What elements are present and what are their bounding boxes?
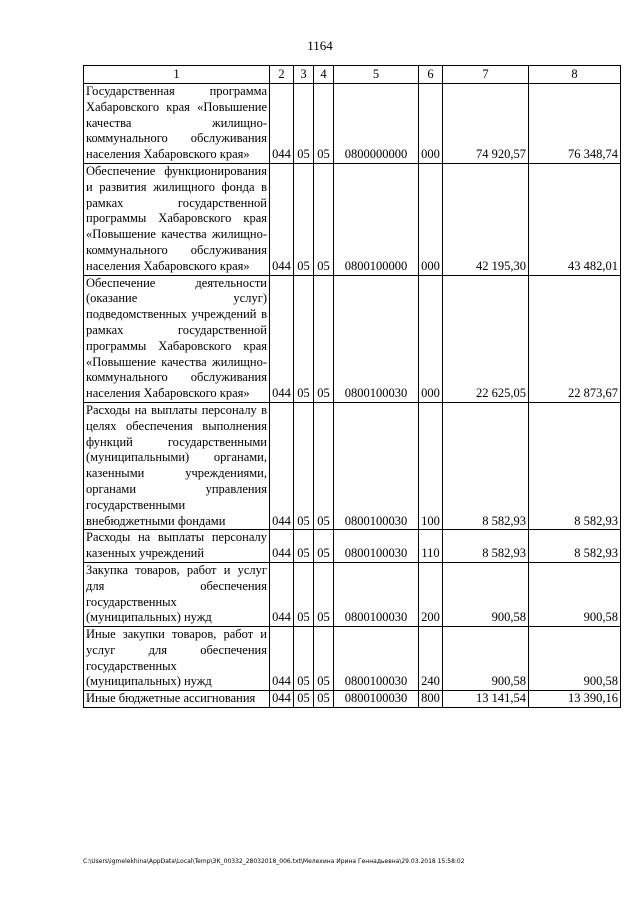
row-ministry-code: 044 bbox=[270, 691, 294, 708]
row-amount-year1: 74 920,57 bbox=[443, 84, 529, 164]
row-ministry-code: 044 bbox=[270, 84, 294, 164]
row-amount-year1: 42 195,30 bbox=[443, 163, 529, 275]
row-section-code: 05 bbox=[294, 627, 314, 691]
row-subsection-code: 05 bbox=[314, 402, 334, 529]
budget-table bbox=[83, 65, 621, 708]
row-amount-year1: 900,58 bbox=[443, 627, 529, 691]
row-target-article: 0800100030 bbox=[334, 627, 419, 691]
row-ministry-code: 044 bbox=[270, 275, 294, 402]
table-row bbox=[84, 691, 621, 708]
row-amount-year1: 8 582,93 bbox=[443, 402, 529, 529]
header-cell: 6 bbox=[419, 66, 443, 84]
header-cell: 5 bbox=[334, 66, 419, 84]
row-subsection-code: 05 bbox=[314, 84, 334, 164]
row-target-article: 0800100030 bbox=[334, 275, 419, 402]
row-expense-type: 110 bbox=[419, 530, 443, 563]
row-section-code: 05 bbox=[294, 275, 314, 402]
row-subsection-code: 05 bbox=[314, 691, 334, 708]
row-name: Иные бюджетные ассигнования bbox=[84, 691, 270, 708]
row-expense-type: 100 bbox=[419, 402, 443, 529]
table-row bbox=[84, 627, 621, 691]
row-name: Иные закупки товаров, работ и услуг для обеспечения государственных (муниципальных) нужд bbox=[84, 627, 270, 691]
header-cell: 4 bbox=[314, 66, 334, 84]
row-amount-year2: 76 348,74 bbox=[529, 84, 621, 164]
row-amount-year1: 900,58 bbox=[443, 562, 529, 626]
row-expense-type: 200 bbox=[419, 562, 443, 626]
row-amount-year2: 13 390,16 bbox=[529, 691, 621, 708]
header-cell: 2 bbox=[270, 66, 294, 84]
row-expense-type: 000 bbox=[419, 275, 443, 402]
row-target-article: 0800100030 bbox=[334, 691, 419, 708]
table-row bbox=[84, 562, 621, 626]
row-amount-year2: 900,58 bbox=[529, 562, 621, 626]
row-target-article: 0800100030 bbox=[334, 562, 419, 626]
row-amount-year2: 43 482,01 bbox=[529, 163, 621, 275]
table-row bbox=[84, 84, 621, 164]
row-amount-year1: 13 141,54 bbox=[443, 691, 529, 708]
row-expense-type: 240 bbox=[419, 627, 443, 691]
row-amount-year2: 8 582,93 bbox=[529, 402, 621, 529]
row-section-code: 05 bbox=[294, 562, 314, 626]
row-section-code: 05 bbox=[294, 530, 314, 563]
table-row bbox=[84, 163, 621, 275]
row-amount-year1: 8 582,93 bbox=[443, 530, 529, 563]
row-section-code: 05 bbox=[294, 163, 314, 275]
row-name: Государственная программа Хабаровского края «Повышение качества жилищно-коммунального обслуживания населения Хабаровского края» bbox=[84, 84, 270, 164]
row-ministry-code: 044 bbox=[270, 562, 294, 626]
row-expense-type: 000 bbox=[419, 84, 443, 164]
header-cell: 3 bbox=[294, 66, 314, 84]
header-cell: 8 bbox=[529, 66, 621, 84]
page-number: 1164 bbox=[307, 38, 333, 53]
row-ministry-code: 044 bbox=[270, 402, 294, 529]
row-target-article: 0800100030 bbox=[334, 402, 419, 529]
row-subsection-code: 05 bbox=[314, 530, 334, 563]
row-subsection-code: 05 bbox=[314, 562, 334, 626]
row-amount-year2: 22 873,67 bbox=[529, 275, 621, 402]
row-name: Обеспечение функционирования и развития жилищного фонда в рамках государственной программы Хабаровского края «Повышение качества жилищно-коммунального обслуживания населения Хабаровского края» bbox=[84, 163, 270, 275]
row-amount-year2: 900,58 bbox=[529, 627, 621, 691]
row-name: Расходы на выплаты персоналу в целях обеспечения выполнения функций государственными (муниципальными) органами, казенными учреждениями, органами управления государственными внебюджетными фондами bbox=[84, 402, 270, 529]
row-subsection-code: 05 bbox=[314, 627, 334, 691]
header-cell: 7 bbox=[443, 66, 529, 84]
row-name: Расходы на выплаты персоналу казенных учреждений bbox=[84, 530, 270, 563]
row-expense-type: 000 bbox=[419, 163, 443, 275]
row-target-article: 0800100030 bbox=[334, 530, 419, 563]
row-target-article: 0800100000 bbox=[334, 163, 419, 275]
header-row bbox=[84, 66, 621, 84]
table-row bbox=[84, 275, 621, 402]
table-row bbox=[84, 530, 621, 563]
row-amount-year1: 22 625,05 bbox=[443, 275, 529, 402]
row-ministry-code: 044 bbox=[270, 627, 294, 691]
row-ministry-code: 044 bbox=[270, 163, 294, 275]
row-amount-year2: 8 582,93 bbox=[529, 530, 621, 563]
row-name: Обеспечение деятельности (оказание услуг) подведомственных учреждений в рамках государственной программы Хабаровского края «Повышение качества жилищно-коммунального обслуживания населения Хабаровского края» bbox=[84, 275, 270, 402]
header-cell: 1 bbox=[84, 66, 270, 84]
table-row bbox=[84, 402, 621, 529]
row-expense-type: 800 bbox=[419, 691, 443, 708]
row-section-code: 05 bbox=[294, 691, 314, 708]
row-subsection-code: 05 bbox=[314, 163, 334, 275]
row-section-code: 05 bbox=[294, 402, 314, 529]
row-section-code: 05 bbox=[294, 84, 314, 164]
row-name: Закупка товаров, работ и услуг для обеспечения государственных (муниципальных) нужд bbox=[84, 562, 270, 626]
footer-file-path: C:\Users\igmelekhina\AppData\Local\Temp\ЗК_00332_28032018_006.txt\Мелехина Ирина Геннадьевна\29.03.2018 15:58:02 bbox=[83, 858, 465, 865]
row-subsection-code: 05 bbox=[314, 275, 334, 402]
row-target-article: 0800000000 bbox=[334, 84, 419, 164]
row-ministry-code: 044 bbox=[270, 530, 294, 563]
